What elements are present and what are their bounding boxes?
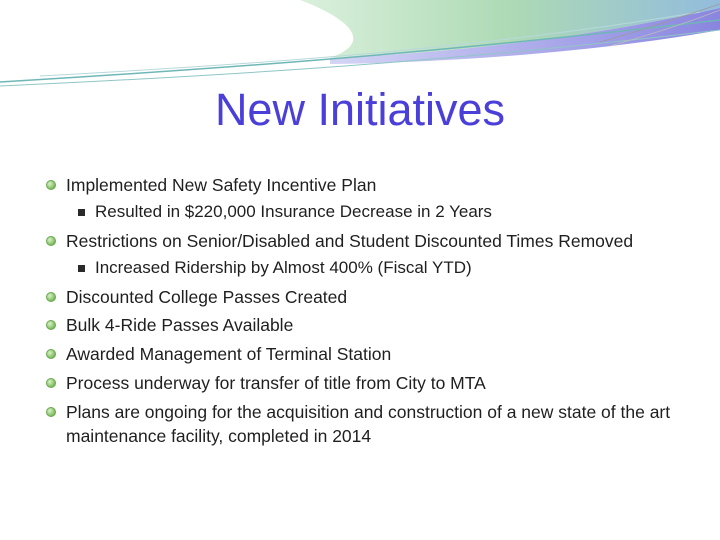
bullet-dot-icon <box>46 407 56 417</box>
bullet-item <box>46 371 696 395</box>
sub-bullet-text: Resulted in $220,000 Insurance Decrease in 2 Years <box>95 202 492 221</box>
bullet-item <box>46 400 696 448</box>
square-bullet-icon <box>78 209 85 216</box>
square-bullet-icon <box>78 265 85 272</box>
header-swoosh-decoration <box>0 0 720 90</box>
bullet-dot-icon <box>46 349 56 359</box>
bullet-item <box>46 173 696 197</box>
bullet-text: Restrictions on Senior/Disabled and Student Discounted Times Removed <box>66 230 634 251</box>
slide-title: New Initiatives <box>214 84 506 135</box>
bullet-text: Bulk 4-Ride Passes Available <box>66 315 294 336</box>
bullet-dot-icon <box>46 378 56 388</box>
bullet-text: Implemented New Safety Incentive Plan <box>66 175 377 195</box>
sub-bullet-item <box>46 256 696 280</box>
bullet-dot-icon <box>46 180 56 190</box>
bullet-item <box>46 229 696 253</box>
sub-bullet-text: Increased Ridership by Almost 400% (Fiscal YTD) <box>95 257 472 277</box>
bullet-dot-icon <box>46 320 56 330</box>
bullet-item <box>46 285 696 309</box>
bullet-dot-icon <box>46 236 56 246</box>
bullet-item <box>46 313 696 337</box>
sub-bullet-item <box>46 200 696 224</box>
bullet-dot-icon <box>46 292 56 302</box>
bullet-text: Plans are ongoing for the acquisition and construction of a new state of the art maintenance facility, completed in 2014 <box>66 401 671 446</box>
bullet-text: Discounted College Passes Created <box>66 286 348 307</box>
bullet-item <box>46 342 696 366</box>
bullet-text: Awarded Management of Terminal Station <box>66 344 392 365</box>
bullet-text: Process underway for transfer of title from City to MTA <box>66 372 486 393</box>
bullet-list <box>46 173 696 448</box>
